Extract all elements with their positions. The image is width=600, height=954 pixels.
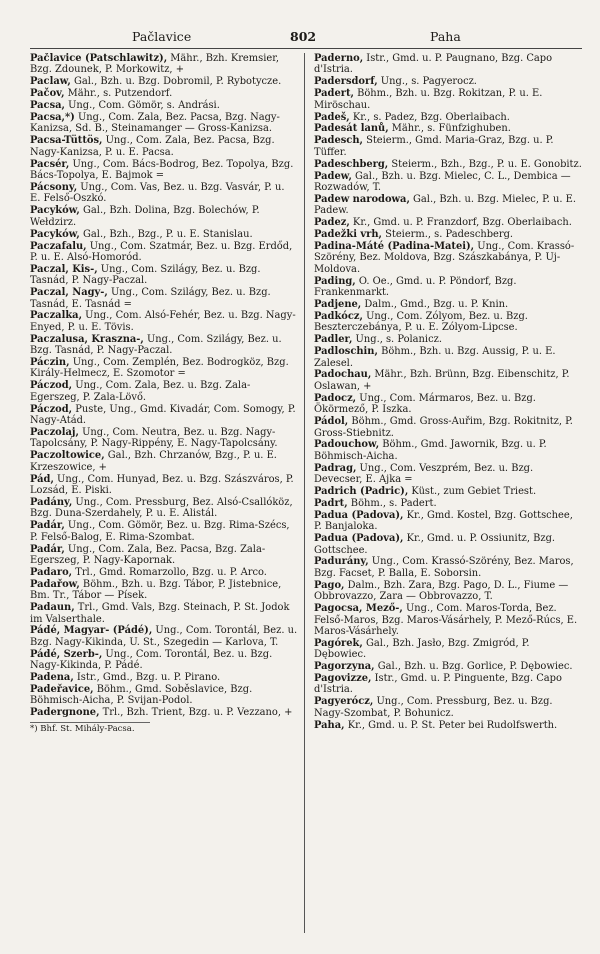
directory-entry — [314, 241, 582, 275]
entry-text: Mähr., s. Fünfzighuben. — [388, 123, 511, 135]
entry-text: Gal., Bzh. Chrzanów, Bzg., P. u. E. Krzeszowice, + — [30, 450, 277, 473]
entry-text: Kr., Gmd. Kostel, Bzg. Gottschee, P. Banjaloka. — [314, 509, 573, 533]
entry-text: Ung., s. Polanicz. — [352, 334, 442, 346]
entry-text: Böhm., Bzh. u. Bzg. Tábor, P. Jistebnice, Bm. Tr., Tábor — Písek. — [30, 578, 282, 602]
entry-headword: Pácsony, — [30, 181, 78, 193]
entry-headword: Pagocsa, Mező-, — [314, 603, 403, 615]
entry-headword: Padena, — [30, 672, 74, 684]
entry-text: Mähr., Bzh. Kremsier, Bzg. Zdounek, P. Morkowitz, + — [30, 53, 279, 76]
page-header — [30, 26, 582, 49]
directory-entry — [30, 649, 298, 672]
directory-entry — [30, 357, 298, 380]
directory-entry — [30, 684, 298, 707]
entry-text: Ung., Com. Maros-Torda, Bez. Felső-Maros, Bzg. Maros-Vásárhely, P. Mező-Rúcs, E. Maros-Vásárhely. — [314, 603, 578, 637]
directory-entry — [314, 661, 582, 672]
entry-headword: Pačov, — [30, 88, 65, 100]
entry-headword: Páczin, — [30, 357, 70, 369]
entry-headword: Padeřavice, — [30, 683, 94, 695]
right-column — [310, 53, 582, 933]
directory-entry — [314, 393, 582, 416]
entry-headword: Pacsa, — [30, 100, 65, 112]
entry-text: Ung., Com. Vas, Bez. u. Bzg. Vasvár, P. u. E. Felső-Oszkó. — [30, 181, 285, 205]
entry-headword: Pád, — [30, 473, 54, 485]
entry-headword: Padochau, — [314, 369, 372, 381]
entry-headword: Pagyerócz, — [314, 696, 374, 708]
entry-text: Ung., Com. Veszprém, Bez. u. Bzg. Devecser, E. Ajka = — [314, 462, 534, 486]
entry-headword: Padurány, — [314, 556, 369, 568]
entry-text: Böhm., Bzh. u. Bzg. Aussig, P. u. E. Zalesel. — [314, 346, 556, 369]
entry-headword: Pagovizze, — [314, 673, 372, 685]
entry-text: Ung., Com. Zólyom, Bez. u. Bzg. Beszterczebánya, P. u. E. Zólyom-Lipcse. — [314, 310, 528, 334]
directory-entry — [314, 299, 582, 310]
running-head-right: Paha — [430, 29, 461, 44]
entry-text: Kr., s. Padez, Bzg. Oberlaibach. — [349, 111, 510, 123]
entry-text: Trl., Bzh. Trient, Bzg. u. P. Vezzano, + — [99, 707, 293, 719]
entry-headword: Paclaw, — [30, 76, 71, 88]
directory-entry — [314, 311, 582, 334]
entry-text: Ung., Com. Neutra, Bez. u. Bzg. Nagy-Tapolcsány, P. Nagy-Rippény, E. Nagy-Tapolcsány. — [30, 427, 278, 450]
directory-entry — [30, 182, 298, 205]
entry-headword: Padloschin, — [314, 346, 378, 358]
entry-text: Trl., Gmd. Romarzollo, Bzg. u. P. Arco. — [72, 566, 267, 578]
entry-text: Gal., Bzh. u. Bzg. Dobromil, P. Rybotycze. — [70, 76, 282, 88]
entry-text: Istr., Gmd. u. P. Paugnano, Bzg. Capo d'Istria. — [314, 53, 553, 76]
directory-entry — [314, 112, 582, 123]
entry-headword: Páczod, — [30, 403, 73, 415]
entry-text: Ung., Com. Szatmár, Bez. u. Bzg. Erdőd, P. u. E. Alsó-Homoród. — [30, 240, 293, 263]
entry-text: Ung., Com. Zemplén, Bez. Bodrogköz, Bzg. Király-Helmecz, E. Szomotor = — [30, 357, 289, 380]
directory-entry — [30, 88, 298, 99]
entry-headword: Padkócz, — [314, 310, 363, 322]
entry-headword: Paczalusa, Kraszna-, — [30, 333, 144, 345]
entry-headword: Padežki vrh, — [314, 229, 382, 241]
directory-entry — [30, 53, 298, 76]
entry-text: Gal., Bzh. u. Bzg. Mielec, C. L., Dembica — Rozwadów, T. — [314, 170, 571, 193]
entry-text: Kr., Gmd. u. P. Ossiunitz, Bzg. Gottschee. — [314, 533, 556, 556]
entry-text: Puste, Ung., Gmd. Kivadár, Com. Somogy, P. Nagy-Atád. — [30, 403, 296, 427]
entry-headword: Paczolaj, — [30, 427, 79, 438]
entry-headword: Pagórek, — [314, 637, 363, 649]
entry-headword: Pacsér, — [30, 158, 70, 170]
entry-text: Ung., Com. Pressburg, Bez. Alsó-Csallóköz, Bzg. Duna-Szerdahely, P. u. E. Alistál. — [30, 496, 293, 520]
entry-headword: Paczoltowice, — [30, 450, 105, 462]
directory-entry — [30, 159, 298, 182]
directory-entry — [30, 707, 298, 718]
directory-entry — [30, 672, 298, 683]
entry-headword: Padergnone, — [30, 707, 100, 719]
directory-entry — [314, 673, 582, 696]
entry-text: Ung., Com. Szilágy, Bez. u. Bzg. Tasnád, E. Tasnád = — [30, 287, 271, 310]
entry-headword: Padařow, — [30, 578, 80, 590]
entry-headword: Paderno, — [314, 53, 364, 64]
directory-entry — [30, 287, 298, 310]
directory-entry — [30, 404, 298, 427]
directory-entry — [314, 580, 582, 603]
entry-headword: Padrich (Padric), — [314, 486, 409, 498]
directory-entry — [30, 544, 298, 567]
directory-entry — [30, 264, 298, 287]
directory-entry — [314, 76, 582, 87]
directory-entry — [314, 334, 582, 345]
entry-text: Gal., Bzh. u. Bzg. Mielec, P. u. E. Padew. — [314, 193, 577, 217]
directory-entry — [314, 439, 582, 462]
entry-headword: Padaro, — [30, 566, 73, 578]
entry-headword: Padez, — [314, 217, 350, 229]
directory-entry — [30, 241, 298, 264]
entry-text: Ung., Com. Bács-Bodrog, Bez. Topolya, Bzg. Bács-Topolya, E. Bajmok = — [30, 158, 294, 182]
entry-headword: Padrag, — [314, 462, 357, 474]
left-column — [30, 53, 305, 933]
directory-entry — [30, 450, 298, 473]
entry-headword: Pacyków, — [30, 205, 80, 217]
entry-headword: Pagorzyna, — [314, 661, 375, 673]
entry-headword: Paha, — [314, 719, 345, 731]
entry-text: Kr., Gmd. u. P. St. Peter bei Rudolfswerth. — [344, 719, 558, 731]
directory-entry — [314, 603, 582, 637]
directory-entry — [314, 159, 582, 170]
directory-entry — [314, 369, 582, 392]
entry-headword: Padler, — [314, 334, 353, 346]
entry-headword: Pago, — [314, 579, 345, 591]
page-number: 802 — [290, 29, 317, 44]
directory-entry — [314, 53, 582, 76]
directory-entry — [30, 112, 298, 135]
entry-text: Mähr., s. Putzendorf. — [64, 88, 173, 100]
entry-headword: Pacsa,*) — [30, 112, 75, 124]
entry-headword: Paczalka, — [30, 310, 83, 322]
entry-headword: Padina-Máté (Padina-Matei), — [314, 241, 475, 252]
entry-text: Gal., Bzh., Bzg., P. u. E. Stanislau. — [79, 228, 253, 240]
entry-text: Ung., Com. Krassó-Szörény, Bez. Moldova, Bzg. Szászkabánya, P. Uj-Moldova. — [314, 241, 575, 275]
entry-headword: Páczod, — [30, 380, 73, 392]
directory-entry — [314, 638, 582, 661]
directory-entry — [30, 76, 298, 87]
entry-headword: Pádé, Szerb-, — [30, 648, 103, 660]
running-head-left: Pačlavice — [132, 29, 192, 44]
entry-headword: Padjene, — [314, 299, 362, 311]
entry-headword: Padrt, — [314, 497, 348, 509]
directory-entry — [314, 88, 582, 111]
entry-headword: Padeschberg, — [314, 158, 389, 170]
entry-headword: Pading, — [314, 275, 356, 287]
entry-text: Ung., s. Pagyerocz. — [377, 76, 477, 88]
entry-text: Ung., Com. Torontál, Bez. u. Bzg. Nagy-Kikinda, U. St., Szegedin — Karlova, T. — [30, 625, 298, 648]
directory-entry — [30, 380, 298, 403]
entry-text: Steierm., Bzh., Bzg., P. u. E. Gonobitz. — [388, 158, 582, 170]
entry-text: Böhm., Gmd. Soběslavice, Bzg. Böhmisch-Aicha, P. Svijan-Podol. — [30, 683, 253, 707]
directory-entry — [30, 520, 298, 543]
directory-entry — [314, 123, 582, 134]
entry-text: Dalm., Gmd., Bzg. u. P. Knin. — [361, 299, 509, 311]
entry-headword: Padaun, — [30, 602, 75, 614]
entry-text: Steierm., Gmd. Maria-Graz, Bzg. u. P. Tüffer. — [314, 135, 554, 158]
entry-text: Gal., Bzh. Jasło, Bzg. Zmigród, P. Dębowiec. — [314, 637, 530, 661]
directory-entry — [30, 229, 298, 240]
entry-text: Ung., Com. Torontál, Bez. u. Bzg. Nagy-Kikinda, P. Pádé. — [30, 648, 273, 672]
entry-headword: Padouchow, — [314, 439, 380, 451]
entry-headword: Paczal, Kis-, — [30, 263, 98, 275]
directory-entry — [314, 533, 582, 556]
entry-text: Ung., Com. Zala, Bez. Pacsa, Bzg. Nagy-Kanizsa, P. u. E. Pacsa. — [30, 135, 275, 158]
directory-entry — [30, 474, 298, 497]
entry-headword: Padány, — [30, 496, 73, 508]
directory-entry — [30, 497, 298, 520]
entry-headword: Padár, — [30, 520, 65, 532]
entry-text: Ung., Com. Mármaros, Bez. u. Bzg. Ökörmező, P. Iszka. — [314, 392, 536, 416]
directory-entry — [314, 510, 582, 533]
entry-text: Ung., Com. Pressburg, Bez. u. Bzg. Nagy-Szombat, P. Bohunicz. — [314, 696, 553, 719]
directory-entry — [30, 334, 298, 357]
directory-entry — [314, 696, 582, 719]
entry-headword: Pacsa-Tüttös, — [30, 135, 103, 147]
directory-entry — [314, 720, 582, 731]
entry-text: Kr., Gmd. u. P. Franzdorf, Bzg. Oberlaibach. — [349, 217, 572, 229]
directory-entry — [314, 498, 582, 509]
entry-text: Küst., zum Gebiet Triest. — [408, 486, 537, 498]
entry-headword: Pádé, Magyar- (Pádé), — [30, 625, 153, 637]
entry-text: Dalm., Bzh. Zara, Bzg. Pago, D. L., Fiume — Obbrovazzo, Zara — Obbrovazzo, T. — [314, 579, 569, 603]
entry-text: Istr., Gmd., Bzg. u. P. Pirano. — [73, 672, 221, 684]
entry-text: Trl., Gmd. Vals, Bzg. Steinach, P. St. Jodok im Valserthale. — [30, 602, 290, 625]
directory-entry — [314, 346, 582, 369]
entry-columns — [30, 53, 582, 933]
entry-headword: Padersdorf, — [314, 76, 378, 88]
entry-headword: Paczafalu, — [30, 240, 87, 252]
directory-entry — [314, 135, 582, 158]
directory-entry — [314, 229, 582, 240]
entry-text: Gal., Bzh. Dolina, Bzg. Bolechów, P. Wełdzirz. — [30, 205, 260, 228]
directory-entry — [314, 276, 582, 299]
entry-text: O. Oe., Gmd. u. P. Pöndorf, Bzg. Frankenmarkt. — [314, 275, 517, 299]
entry-text: Steierm., s. Padeschberg. — [381, 229, 514, 241]
directory-entry — [30, 100, 298, 111]
entry-headword: Padeš, — [314, 111, 350, 123]
entry-text: Ung., Com. Szilágy, Bez. u. Bzg. Tasnád, P. Nagy-Paczal. — [30, 263, 261, 287]
entry-text: Mähr., Bzh. Brünn, Bzg. Eibenschitz, P. Oslawan, + — [314, 369, 570, 392]
entry-text: Böhm., Gmd. Gross-Auřim, Bzg. Rokitnitz, P. Gross-Stiebnitz. — [314, 416, 573, 439]
directory-entry — [314, 556, 582, 579]
directory-entry — [30, 135, 298, 158]
directory-entry — [30, 205, 298, 228]
entry-text: Istr., Gmd. u. P. Pinguente, Bzg. Capo d'Istria. — [314, 673, 562, 696]
directory-entry — [314, 463, 582, 486]
directory-entry — [30, 567, 298, 578]
entry-headword: Pacyków, — [30, 228, 80, 240]
entry-headword: Padár, — [30, 543, 65, 555]
entry-text: Gal., Bzh. u. Bzg. Gorlice, P. Dębowiec. — [374, 661, 573, 673]
entry-text: Ung., Com. Alsó-Fehér, Bez. u. Bzg. Nagy-Enyed, P. u. E. Tövis. — [30, 310, 296, 333]
directory-entry — [314, 171, 582, 194]
directory-entry — [30, 602, 298, 625]
entry-text: Ung., Com. Szilágy, Bez. u. Bzg. Tasnád, P. Nagy-Paczal. — [30, 333, 282, 357]
entry-headword: Padesát lanů, — [314, 123, 389, 135]
directory-entry — [30, 579, 298, 602]
entry-text: Ung., Com. Gömör, Bez. u. Bzg. Rima-Szécs, P. Felső-Balog, E. Rima-Szombat. — [30, 520, 290, 543]
entry-headword: Padew, — [314, 170, 352, 182]
entry-headword: Padua (Padova), — [314, 509, 404, 521]
directory-entry — [30, 625, 298, 648]
directory-entry — [30, 427, 298, 450]
entry-text: Böhm., s. Padert. — [347, 497, 437, 509]
entry-text: Ung., Com. Hunyad, Bez. u. Bzg. Szászváros, P. Lozsád, E. Piski. — [30, 473, 294, 497]
entry-headword: Padua (Padova), — [314, 533, 404, 545]
footnote: *) Bhf. St. Mihály-Pacsa. — [30, 722, 150, 735]
entry-headword: Paczal, Nagy-, — [30, 287, 108, 299]
directory-entry — [314, 217, 582, 228]
entry-headword: Padocz, — [314, 392, 357, 404]
directory-entry — [314, 486, 582, 497]
directory-entry — [314, 416, 582, 439]
entry-text: Ung., Com. Gömör, s. Andrási. — [64, 100, 220, 112]
entry-text: Ung., Com. Zala, Bez. Pacsa, Bzg. Nagy-Kanizsa, Sd. B., Steinamanger — Gross-Kanizsa. — [30, 112, 280, 135]
entry-headword: Pádol, — [314, 416, 349, 428]
entry-headword: Padert, — [314, 88, 354, 100]
entry-text: Böhm., Gmd. Jawornik, Bzg. u. P. Böhmisch-Aicha. — [314, 439, 547, 462]
entry-text: Ung., Com. Zala, Bez. u. Bzg. Zala-Egerszeg, P. Zala-Lövő. — [30, 380, 251, 403]
entry-headword: Padew narodowa, — [314, 193, 410, 205]
entry-text: Ung., Com. Zala, Bez. Pacsa, Bzg. Zala-Egerszeg, P. Nagy-Kapornak. — [30, 543, 266, 566]
entry-text: Böhm., Bzh. u. Bzg. Rokitzan, P. u. E. Miröschau. — [314, 88, 543, 111]
entry-text: Ung., Com. Krassó-Szörény, Bez. Maros, Bzg. Facset, P. Balla, E. Soborsin. — [314, 556, 574, 579]
directory-entry — [30, 310, 298, 333]
entry-headword: Pačlavice (Patschlawitz), — [30, 53, 168, 64]
entry-headword: Padesch, — [314, 135, 363, 147]
directory-entry — [314, 194, 582, 217]
